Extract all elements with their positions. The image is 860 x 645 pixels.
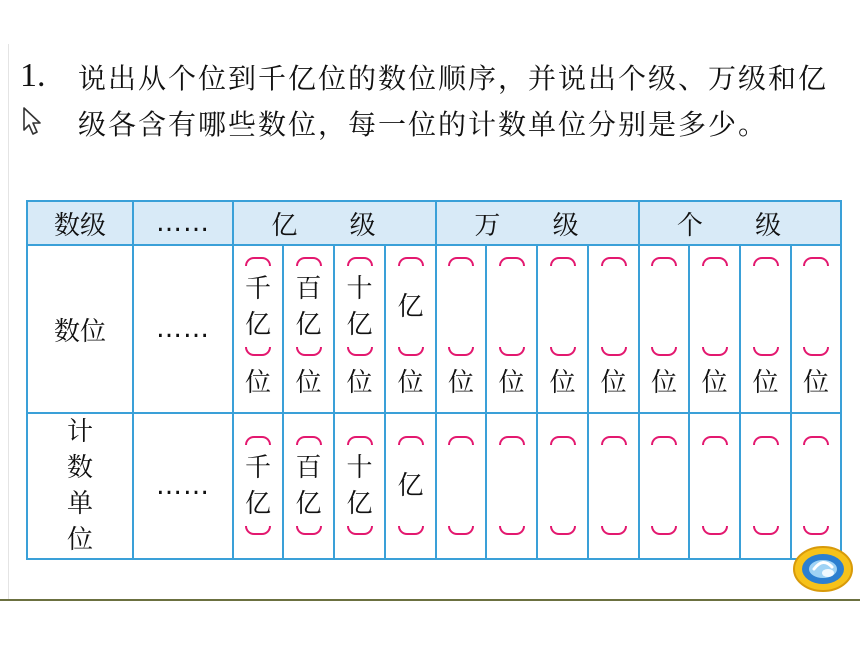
blank-arc-top: [601, 257, 627, 266]
positions-row: [27, 245, 841, 413]
blank-arc-bottom: [499, 526, 525, 535]
position-cell: [486, 245, 537, 413]
blank-arc-top: [296, 257, 322, 266]
blank-arc-bottom: [245, 526, 271, 535]
blank-arc-bottom: [702, 347, 728, 356]
blank-arc-bottom: [803, 526, 829, 535]
blank-arc-top: [651, 257, 677, 266]
units-label-text: 计数单位: [66, 417, 93, 555]
position-cell: [537, 245, 588, 413]
blank-arc-bottom: [499, 347, 525, 356]
position-name: 十亿: [346, 274, 373, 340]
units-ellipsis: ……: [133, 413, 233, 559]
blank-arc-top: [448, 436, 474, 445]
position-suffix: 位: [295, 368, 322, 398]
header-ge-level: 个 级: [639, 201, 841, 245]
blank-arc-bottom: [398, 526, 424, 535]
blank-arc-top: [803, 436, 829, 445]
position-cell: [436, 245, 486, 413]
position-name: 千亿: [245, 274, 272, 340]
position-suffix: 位: [346, 368, 373, 398]
positions-ellipsis: ……: [133, 245, 233, 413]
blank-arc-bottom: [448, 347, 474, 356]
position-suffix: 位: [803, 368, 830, 398]
blank-arc-bottom: [651, 347, 677, 356]
blank-arc-top: [550, 436, 576, 445]
header-ellipsis: ……: [133, 201, 233, 245]
blank-arc-top: [550, 257, 576, 266]
blank-arc-bottom: [347, 347, 373, 356]
unit-name: 百亿: [295, 453, 322, 519]
position-suffix: 位: [651, 368, 678, 398]
blank-arc-bottom: [651, 526, 677, 535]
unit-cell: [689, 413, 740, 559]
blank-arc-top: [499, 436, 525, 445]
blank-arc-bottom: [398, 347, 424, 356]
blank-arc-bottom: [347, 526, 373, 535]
blank-arc-bottom: [601, 347, 627, 356]
unit-cell: [486, 413, 537, 559]
position-cell: [283, 245, 334, 413]
units-label: [27, 413, 133, 559]
back-navigation-icon[interactable]: [792, 544, 854, 594]
blank-arc-top: [448, 257, 474, 266]
positions-label: 数位: [27, 245, 133, 413]
unit-cell: [588, 413, 639, 559]
blank-arc-bottom: [803, 347, 829, 356]
blank-arc-bottom: [550, 347, 576, 356]
blank-arc-top: [296, 436, 322, 445]
position-cell: [588, 245, 639, 413]
position-cell: [233, 245, 283, 413]
position-suffix: 位: [600, 368, 627, 398]
blank-arc-bottom: [296, 526, 322, 535]
position-cell: [689, 245, 740, 413]
blank-arc-top: [245, 257, 271, 266]
position-cell: [791, 245, 841, 413]
units-row: [27, 413, 841, 559]
position-suffix: 位: [498, 368, 525, 398]
blank-arc-top: [601, 436, 627, 445]
blank-arc-bottom: [448, 526, 474, 535]
blank-arc-top: [347, 436, 373, 445]
position-suffix: 位: [448, 368, 475, 398]
question-text: 说出从个位到千亿位的数位顺序，并说出个级、万级和亿级各含有哪些数位，每一位的计数单位分别是多少。: [78, 62, 829, 141]
blank-arc-bottom: [753, 347, 779, 356]
position-suffix: 位: [752, 368, 779, 398]
left-guide-line: [8, 44, 9, 600]
blank-arc-bottom: [601, 526, 627, 535]
slide-bottom-rule: [0, 599, 860, 601]
blank-arc-top: [499, 257, 525, 266]
blank-arc-top: [651, 436, 677, 445]
unit-cell: [791, 413, 841, 559]
blank-arc-top: [245, 436, 271, 445]
mouse-cursor-icon: [22, 106, 44, 136]
blank-arc-top: [398, 436, 424, 445]
position-cell: [385, 245, 436, 413]
position-suffix: 位: [244, 368, 271, 398]
header-row: [27, 201, 841, 245]
unit-name: 千亿: [245, 453, 272, 519]
place-value-table: [26, 200, 842, 560]
question-number: 1.: [20, 57, 46, 94]
unit-cell: [537, 413, 588, 559]
unit-cell: [436, 413, 486, 559]
blank-arc-bottom: [702, 526, 728, 535]
blank-arc-top: [702, 436, 728, 445]
unit-cell: [283, 413, 334, 559]
blank-arc-top: [347, 257, 373, 266]
unit-cell: [233, 413, 283, 559]
blank-arc-bottom: [245, 347, 271, 356]
blank-arc-top: [753, 436, 779, 445]
blank-arc-bottom: [550, 526, 576, 535]
unit-name: 十亿: [346, 453, 373, 519]
header-wan-level: 万 级: [436, 201, 639, 245]
unit-cell: [385, 413, 436, 559]
position-suffix: 位: [549, 368, 576, 398]
blank-arc-top: [702, 257, 728, 266]
blank-arc-bottom: [753, 526, 779, 535]
header-yi-level: 亿 级: [233, 201, 436, 245]
unit-cell: [334, 413, 385, 559]
header-level-label: 数级: [27, 201, 133, 245]
position-name: 亿: [397, 292, 424, 322]
blank-arc-top: [753, 257, 779, 266]
position-name: 百亿: [295, 274, 322, 340]
blank-arc-bottom: [296, 347, 322, 356]
position-cell: [639, 245, 689, 413]
position-suffix: 位: [701, 368, 728, 398]
blank-arc-top: [398, 257, 424, 266]
position-cell: [334, 245, 385, 413]
position-suffix: 位: [397, 368, 424, 398]
unit-name: 亿: [397, 471, 424, 501]
unit-cell: [639, 413, 689, 559]
blank-arc-top: [803, 257, 829, 266]
position-cell: [740, 245, 791, 413]
unit-cell: [740, 413, 791, 559]
